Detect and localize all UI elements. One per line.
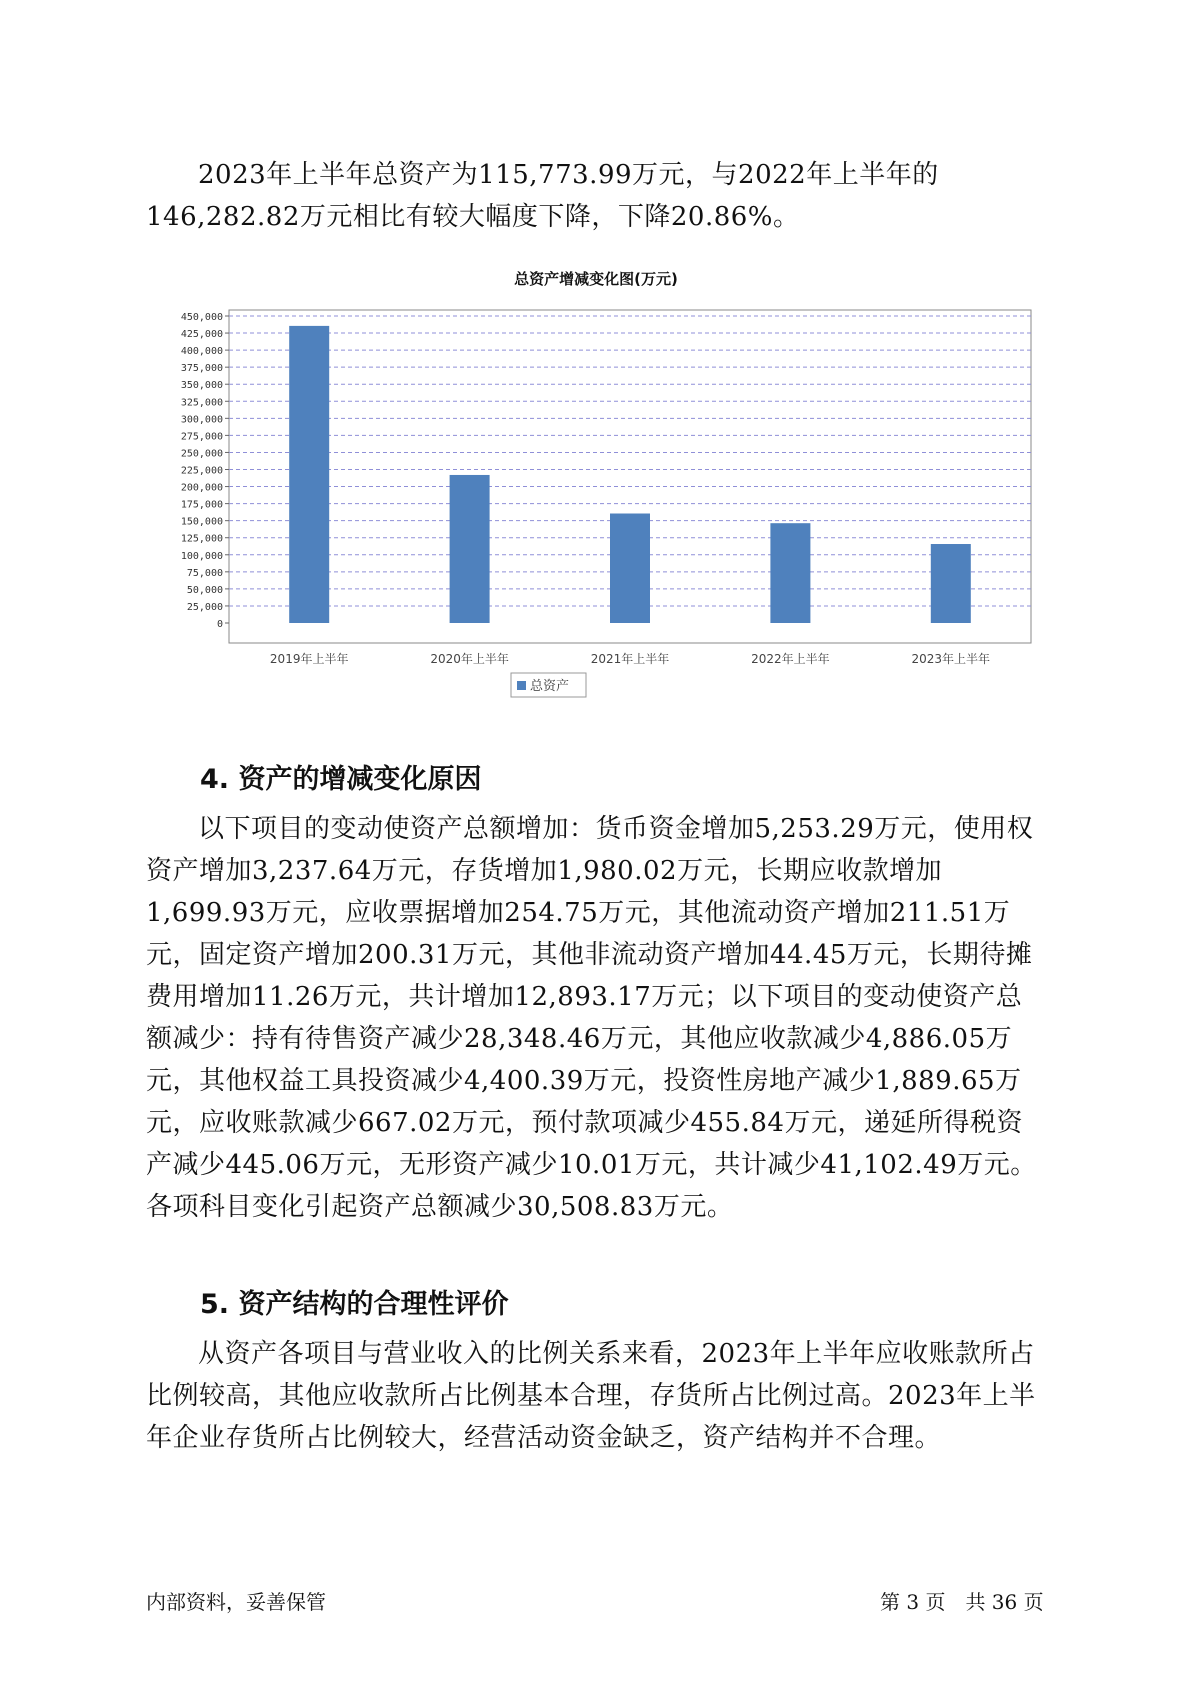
bar xyxy=(931,544,971,623)
y-tick-label: 75,000 xyxy=(186,567,223,579)
y-tick-label: 25,000 xyxy=(186,601,223,613)
y-tick-label: 375,000 xyxy=(180,363,223,375)
legend-swatch xyxy=(517,681,526,690)
bar xyxy=(610,514,650,623)
x-tick-label: 2023年上半年 xyxy=(911,652,991,666)
y-tick-label: 175,000 xyxy=(180,499,223,511)
y-tick-label: 225,000 xyxy=(180,465,223,477)
x-tick-label: 2021年上半年 xyxy=(590,652,670,666)
y-tick-label: 0 xyxy=(216,619,223,630)
footer-page-number: 第 3 页 共 36 页 xyxy=(880,1590,1044,1614)
y-tick-label: 50,000 xyxy=(186,584,223,596)
y-tick-label: 100,000 xyxy=(180,550,223,562)
x-tick-label: 2020年上半年 xyxy=(430,652,509,666)
section-5-paragraph: 从资产各项目与营业收入的比例关系来看，2023年上半年应收账款所占比例较高，其他应收款所占比例基本合理，存货所占比例过高。2023年上半年企业存货所占比例较大，经营活动资金缺乏，资产结构并不合理。 xyxy=(146,1339,1036,1453)
y-tick-label: 200,000 xyxy=(180,482,223,494)
bar xyxy=(450,475,490,623)
x-tick-label: 2022年上半年 xyxy=(751,652,830,666)
y-tick-label: 400,000 xyxy=(180,346,223,358)
y-tick-label: 300,000 xyxy=(180,414,223,426)
chart-title: 总资产增减变化图(万元) xyxy=(514,270,678,288)
y-tick-label: 125,000 xyxy=(180,533,223,545)
section-4-paragraph: 以下项目的变动使资产总额增加：货币资金增加5,253.29万元，使用权资产增加3,237.64万元，存货增加1,980.02万元，长期应收款增加1,699.93万元，应收票据增加254.75万元，其他流动资产增加211.51万元，固定资产增加200.31万元，其他非流动资产增加44.45万元，长期待摊费用增加11.26万元，共计增加12,893.17万元；以下项目的变动使资产总额减少：持有待售资产减少28,348.46万元，其他应收款减少4,886.05万元，其他权益工具投资减少4,400.39万元，投资性房地产减少1,889.65万元，应收账款减少667.02万元，预付款项减少455.84万元，递延所得税资产减少445.06万元，无形资产减少10.01万元，共计减少41,102.49万元。各项科目变化引起资产总额减少30,508.83万元。 xyxy=(146,814,1037,1222)
y-tick-label: 150,000 xyxy=(180,516,223,528)
bar xyxy=(289,326,329,623)
section-5-heading: 5. 资产结构的合理性评价 xyxy=(200,1289,509,1320)
y-tick-label: 275,000 xyxy=(180,431,223,443)
legend-label: 总资产 xyxy=(530,679,570,694)
x-tick-label: 2019年上半年 xyxy=(269,652,349,666)
bar xyxy=(770,523,810,623)
section-4-heading: 4. 资产的增减变化原因 xyxy=(200,764,482,795)
y-tick-label: 450,000 xyxy=(180,312,223,323)
y-tick-label: 425,000 xyxy=(180,329,223,341)
total-assets-bar-chart xyxy=(146,290,1046,700)
intro-paragraph: 2023年上半年总资产为115,773.99万元，与2022年上半年的146,282.82万元相比有较大幅度下降，下降20.86%。 xyxy=(146,160,939,232)
y-tick-label: 350,000 xyxy=(180,380,223,392)
footer-left: 内部资料，妥善保管 xyxy=(146,1590,326,1614)
y-tick-label: 250,000 xyxy=(180,448,223,460)
y-tick-label: 325,000 xyxy=(180,397,223,409)
